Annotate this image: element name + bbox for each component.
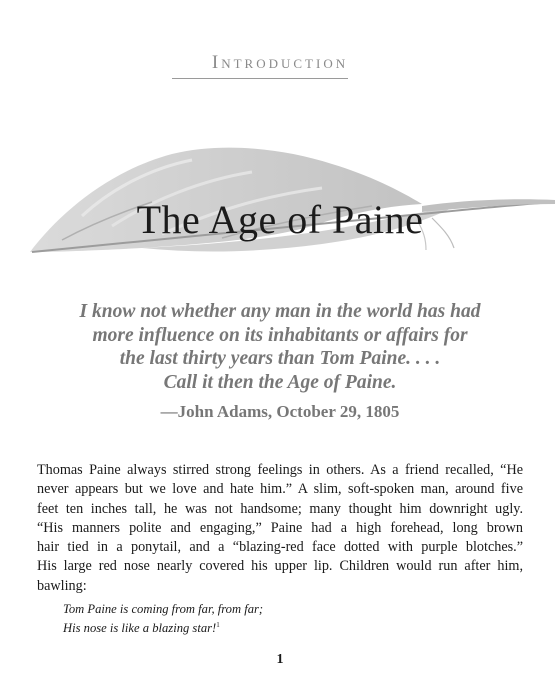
paragraph-line: Thomas Paine always stirred strong feelings in others. As a friend recalled, “He <box>37 462 523 478</box>
paragraph-line: His large red nose nearly covered his upper lip. Children would run after him, <box>37 558 523 575</box>
verse-line: Tom Paine is coming from far, from far; <box>63 602 264 616</box>
footnote-marker[interactable]: 1 <box>216 621 220 629</box>
epigraph-line: more influence on its inhabitants or affairs for <box>92 324 468 346</box>
paragraph-line: “His manners polite and engaging,” Paine had a high forehead, long brown <box>37 519 523 536</box>
body-paragraph <box>37 461 523 596</box>
paragraph-line: feet ten inches tall, he was not handsome; many thought him downright ugly. <box>37 500 523 517</box>
section-label: Introduction <box>211 52 349 73</box>
verse-line-text: His nose is like a blazing star! <box>63 621 217 636</box>
paragraph-line: never appears but we love and hate him.” A slim, soft-spoken man, around five <box>37 481 523 498</box>
chapter-title: The Age of Paine <box>136 197 424 242</box>
verse-line <box>63 617 483 636</box>
epigraph-attribution: —John Adams, October 29, 1805 <box>160 402 400 421</box>
epigraph-line: the last thirty years than Tom Paine. . . . <box>119 348 441 369</box>
epigraph-line: I know not whether any man in the world has had <box>79 301 481 322</box>
paragraph-line: bawling: <box>37 577 87 594</box>
epigraph <box>30 300 530 394</box>
page-number: 1 <box>276 652 284 667</box>
paragraph-line: hair tied in a ponytail, and a “blazing-red face dotted with purple blotches.” <box>37 539 523 556</box>
epigraph-line: Call it then the Age of Paine. <box>163 371 397 393</box>
section-underline <box>172 78 348 79</box>
verse-quote <box>63 601 483 636</box>
